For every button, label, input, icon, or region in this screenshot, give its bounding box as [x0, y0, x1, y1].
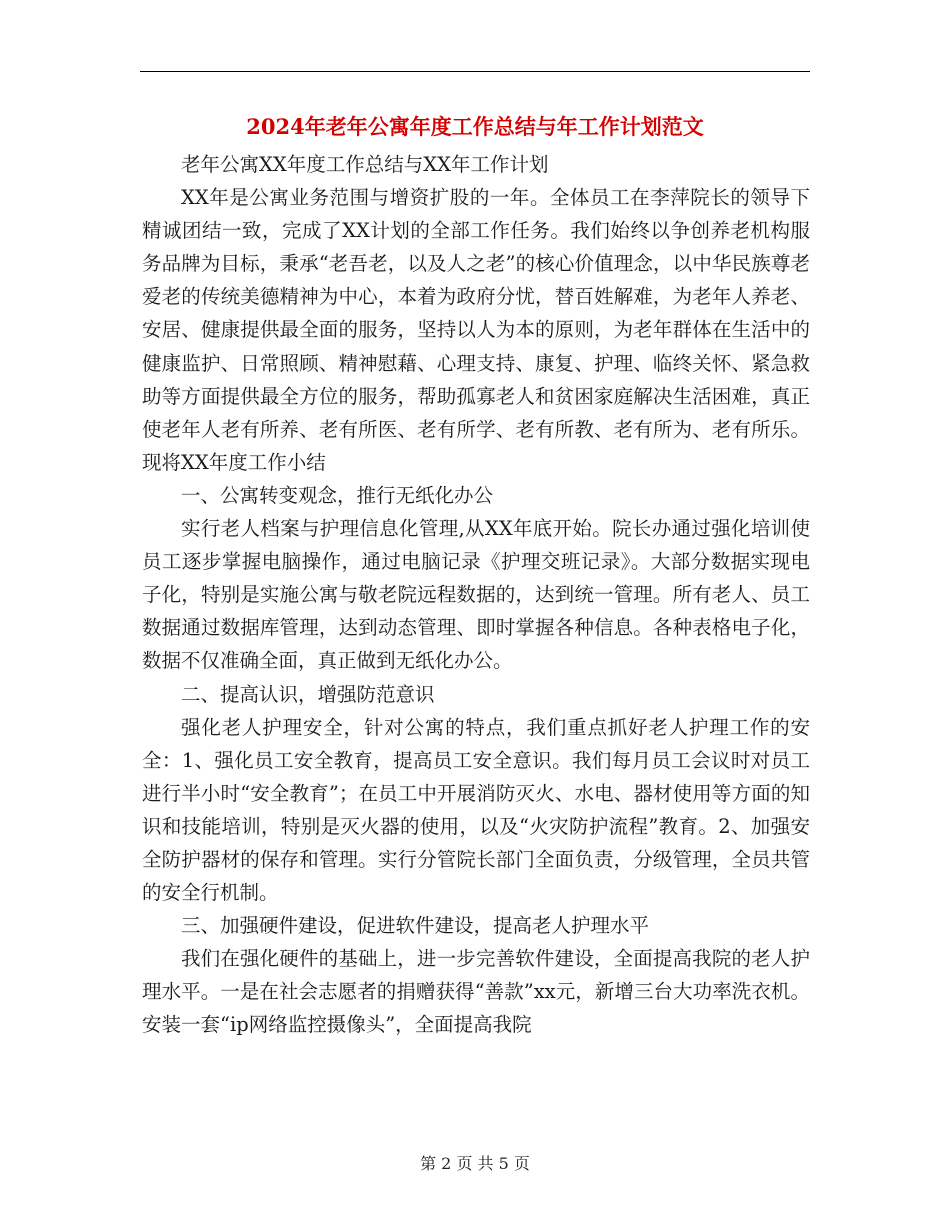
section-heading-2: 二、提高认识，增强防范意识	[181, 682, 435, 706]
section-body-2: 强化老人护理安全，针对公寓的特点，我们重点抓好老人护理工作的安全：1、强化员工安全教育，提高员工安全意识。我们每月员工会议时对员工进行半小时“安全教育”；在员工中开展消防灭火、水电、器材使用等方面的知识和技能培训，特别是灭火器的使用，以及“火灾防护流程”教育。2、加强安全防护器材的保存和管理。实行分管院长部门全面负责，分级管理，全员共管的安全行机制。	[142, 715, 810, 905]
subtitle-paragraph: 老年公寓XX年度工作总结与XX年工作计划	[181, 153, 549, 176]
section-body-3: 我们在强化硬件的基础上，进一步完善软件建设，全面提高我院的老人护理水平。一是在社会志愿者的捐赠获得“善款”xx元，新增三台大功率洗衣机。安装一套“ip网络监控摄像头”，全面提高我院	[142, 947, 810, 1037]
document-body	[142, 148, 810, 1042]
page-number: 第 2 页 共 5 页	[420, 1154, 530, 1173]
section-heading-1: 一、公寓转变观念，推行无纸化办公	[181, 483, 494, 507]
section-body-1: 实行老人档案与护理信息化管理,从XX年底开始。院长办通过强化培训使员工逐步掌握电脑操作，通过电脑记录《护理交班记录》。大部分数据实现电子化，特别是实施公寓与敬老院远程数据的，达到统一管理。所有老人、员工数据通过数据库管理，达到动态管理、即时掌握各种信息。各种表格电子化，数据不仅准确全面，真正做到无纸化办公。	[142, 517, 810, 673]
document-title: 2024年老年公寓年度工作总结与年工作计划范文	[246, 114, 704, 139]
intro-paragraph: XX年是公寓业务范围与增资扩股的一年。全体员工在李萍院长的领导下精诚团结一致，完成了XX计划的全部工作任务。我们始终以争创养老机构服务品牌为目标，秉承“老吾老，以及人之老”的核心价值理念，以中华民族尊老爱老的传统美德精神为中心，本着为政府分忧，替百姓解难，为老年人养老、安居、健康提供最全面的服务，坚持以人为本的原则，为老年群体在生活中的健康监护、日常照顾、精神慰藉、心理支持、康复、护理、临终关怀、紧急救助等方面提供最全方位的服务，帮助孤寡老人和贫困家庭解决生活困难，真正使老年人老有所养、老有所医、老有所学、老有所教、老有所为、老有所乐。现将XX年度工作小结	[142, 186, 810, 474]
header-rule	[140, 71, 810, 72]
section-heading-3: 三、加强硬件建设，促进软件建设，提高老人护理水平	[181, 914, 650, 938]
